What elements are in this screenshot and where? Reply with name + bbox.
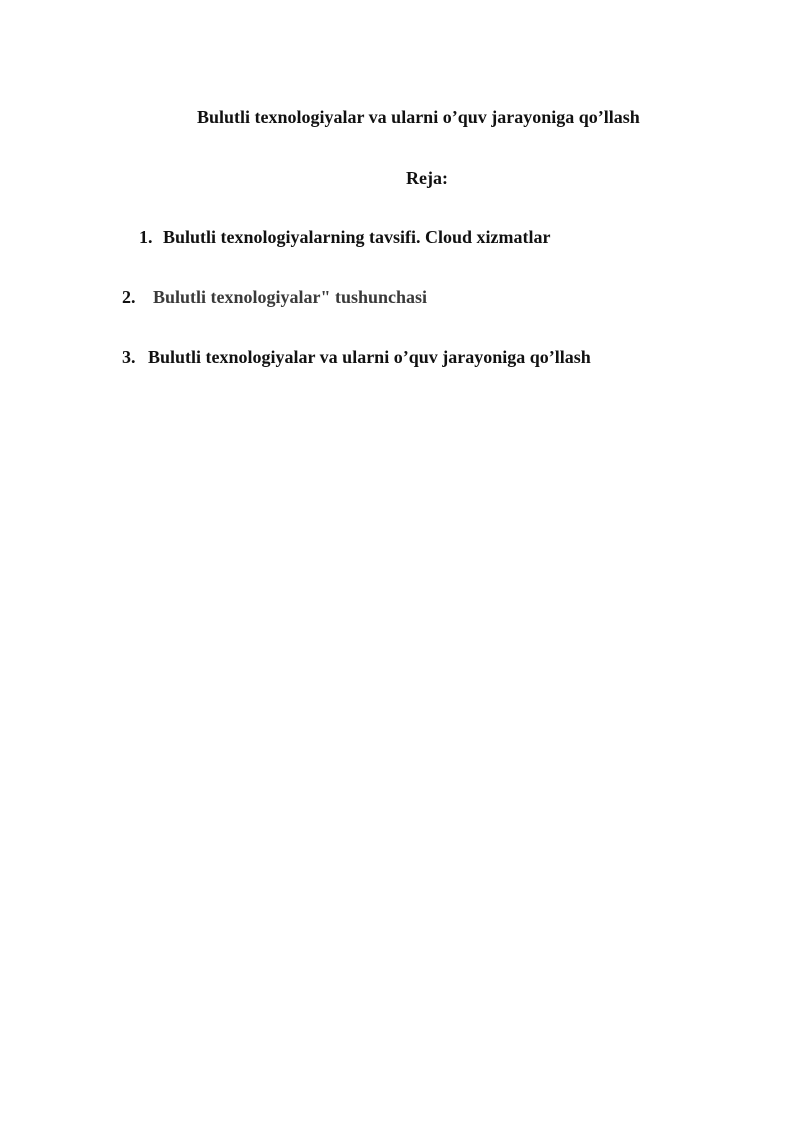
plan-item-number: 3. xyxy=(122,347,136,367)
document-title: Bulutli texnologiyalar va ularni o’quv jarayoniga qo’llash xyxy=(197,107,640,127)
plan-item xyxy=(122,346,591,368)
plan-item xyxy=(122,286,427,308)
plan-heading: Reja: xyxy=(406,168,448,188)
plan-item-number: 1. xyxy=(139,227,153,247)
plan-item-text: Bulutli texnologiyalar" tushunchasi xyxy=(153,287,428,307)
plan-item-text: Bulutli texnologiyalar va ularni o’quv jarayoniga qo’llash xyxy=(148,347,591,367)
plan-item-number: 2. xyxy=(122,287,136,307)
plan-item xyxy=(139,226,551,248)
plan-item-text: Bulutli texnologiyalarning tavsifi. Cloud xizmatlar xyxy=(163,227,551,247)
